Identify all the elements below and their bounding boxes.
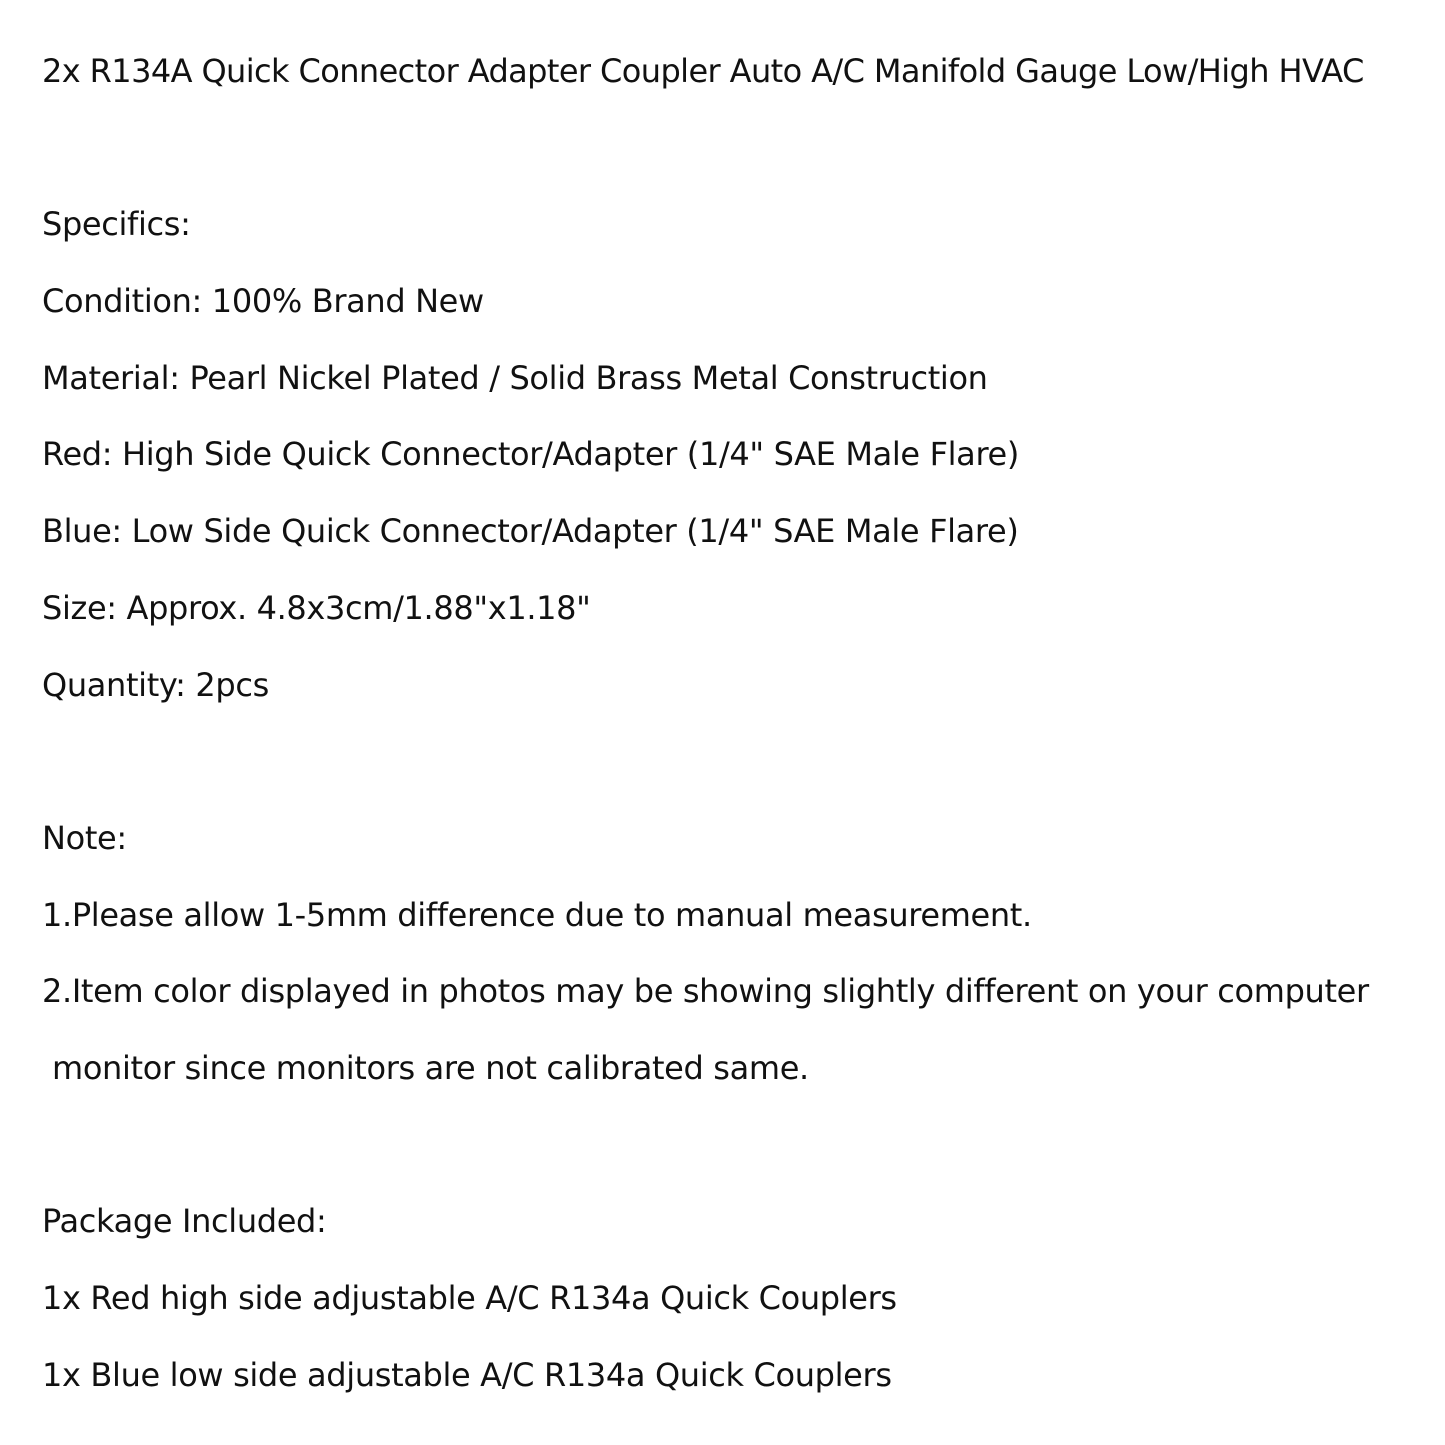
product-title: 2x R134A Quick Connector Adapter Coupler Auto A/C Manifold Gauge Low/High HVAC [42,52,1364,90]
spec-size: Size: Approx. 4.8x3cm/1.88"x1.18" [42,589,591,627]
spec-blue: Blue: Low Side Quick Connector/Adapter (1/4" SAE Male Flare) [42,512,1019,550]
note-item-2: 2.Item color displayed in photos may be showing slightly different on your computer [42,972,1369,1010]
specifics-heading: Specifics: [42,205,191,243]
note-item-1: 1.Please allow 1-5mm difference due to manual measurement. [42,896,1032,934]
note-heading: Note: [42,819,127,857]
package-heading: Package Included: [42,1202,327,1240]
package-item-blue: 1x Blue low side adjustable A/C R134a Quick Couplers [42,1356,892,1394]
note-item-2-continued: monitor since monitors are not calibrated same. [52,1049,809,1087]
spec-quantity: Quantity: 2pcs [42,666,269,704]
spec-material: Material: Pearl Nickel Plated / Solid Brass Metal Construction [42,359,988,397]
spec-red: Red: High Side Quick Connector/Adapter (1/4" SAE Male Flare) [42,435,1020,473]
package-item-red: 1x Red high side adjustable A/C R134a Quick Couplers [42,1279,897,1317]
spec-condition: Condition: 100% Brand New [42,282,484,320]
